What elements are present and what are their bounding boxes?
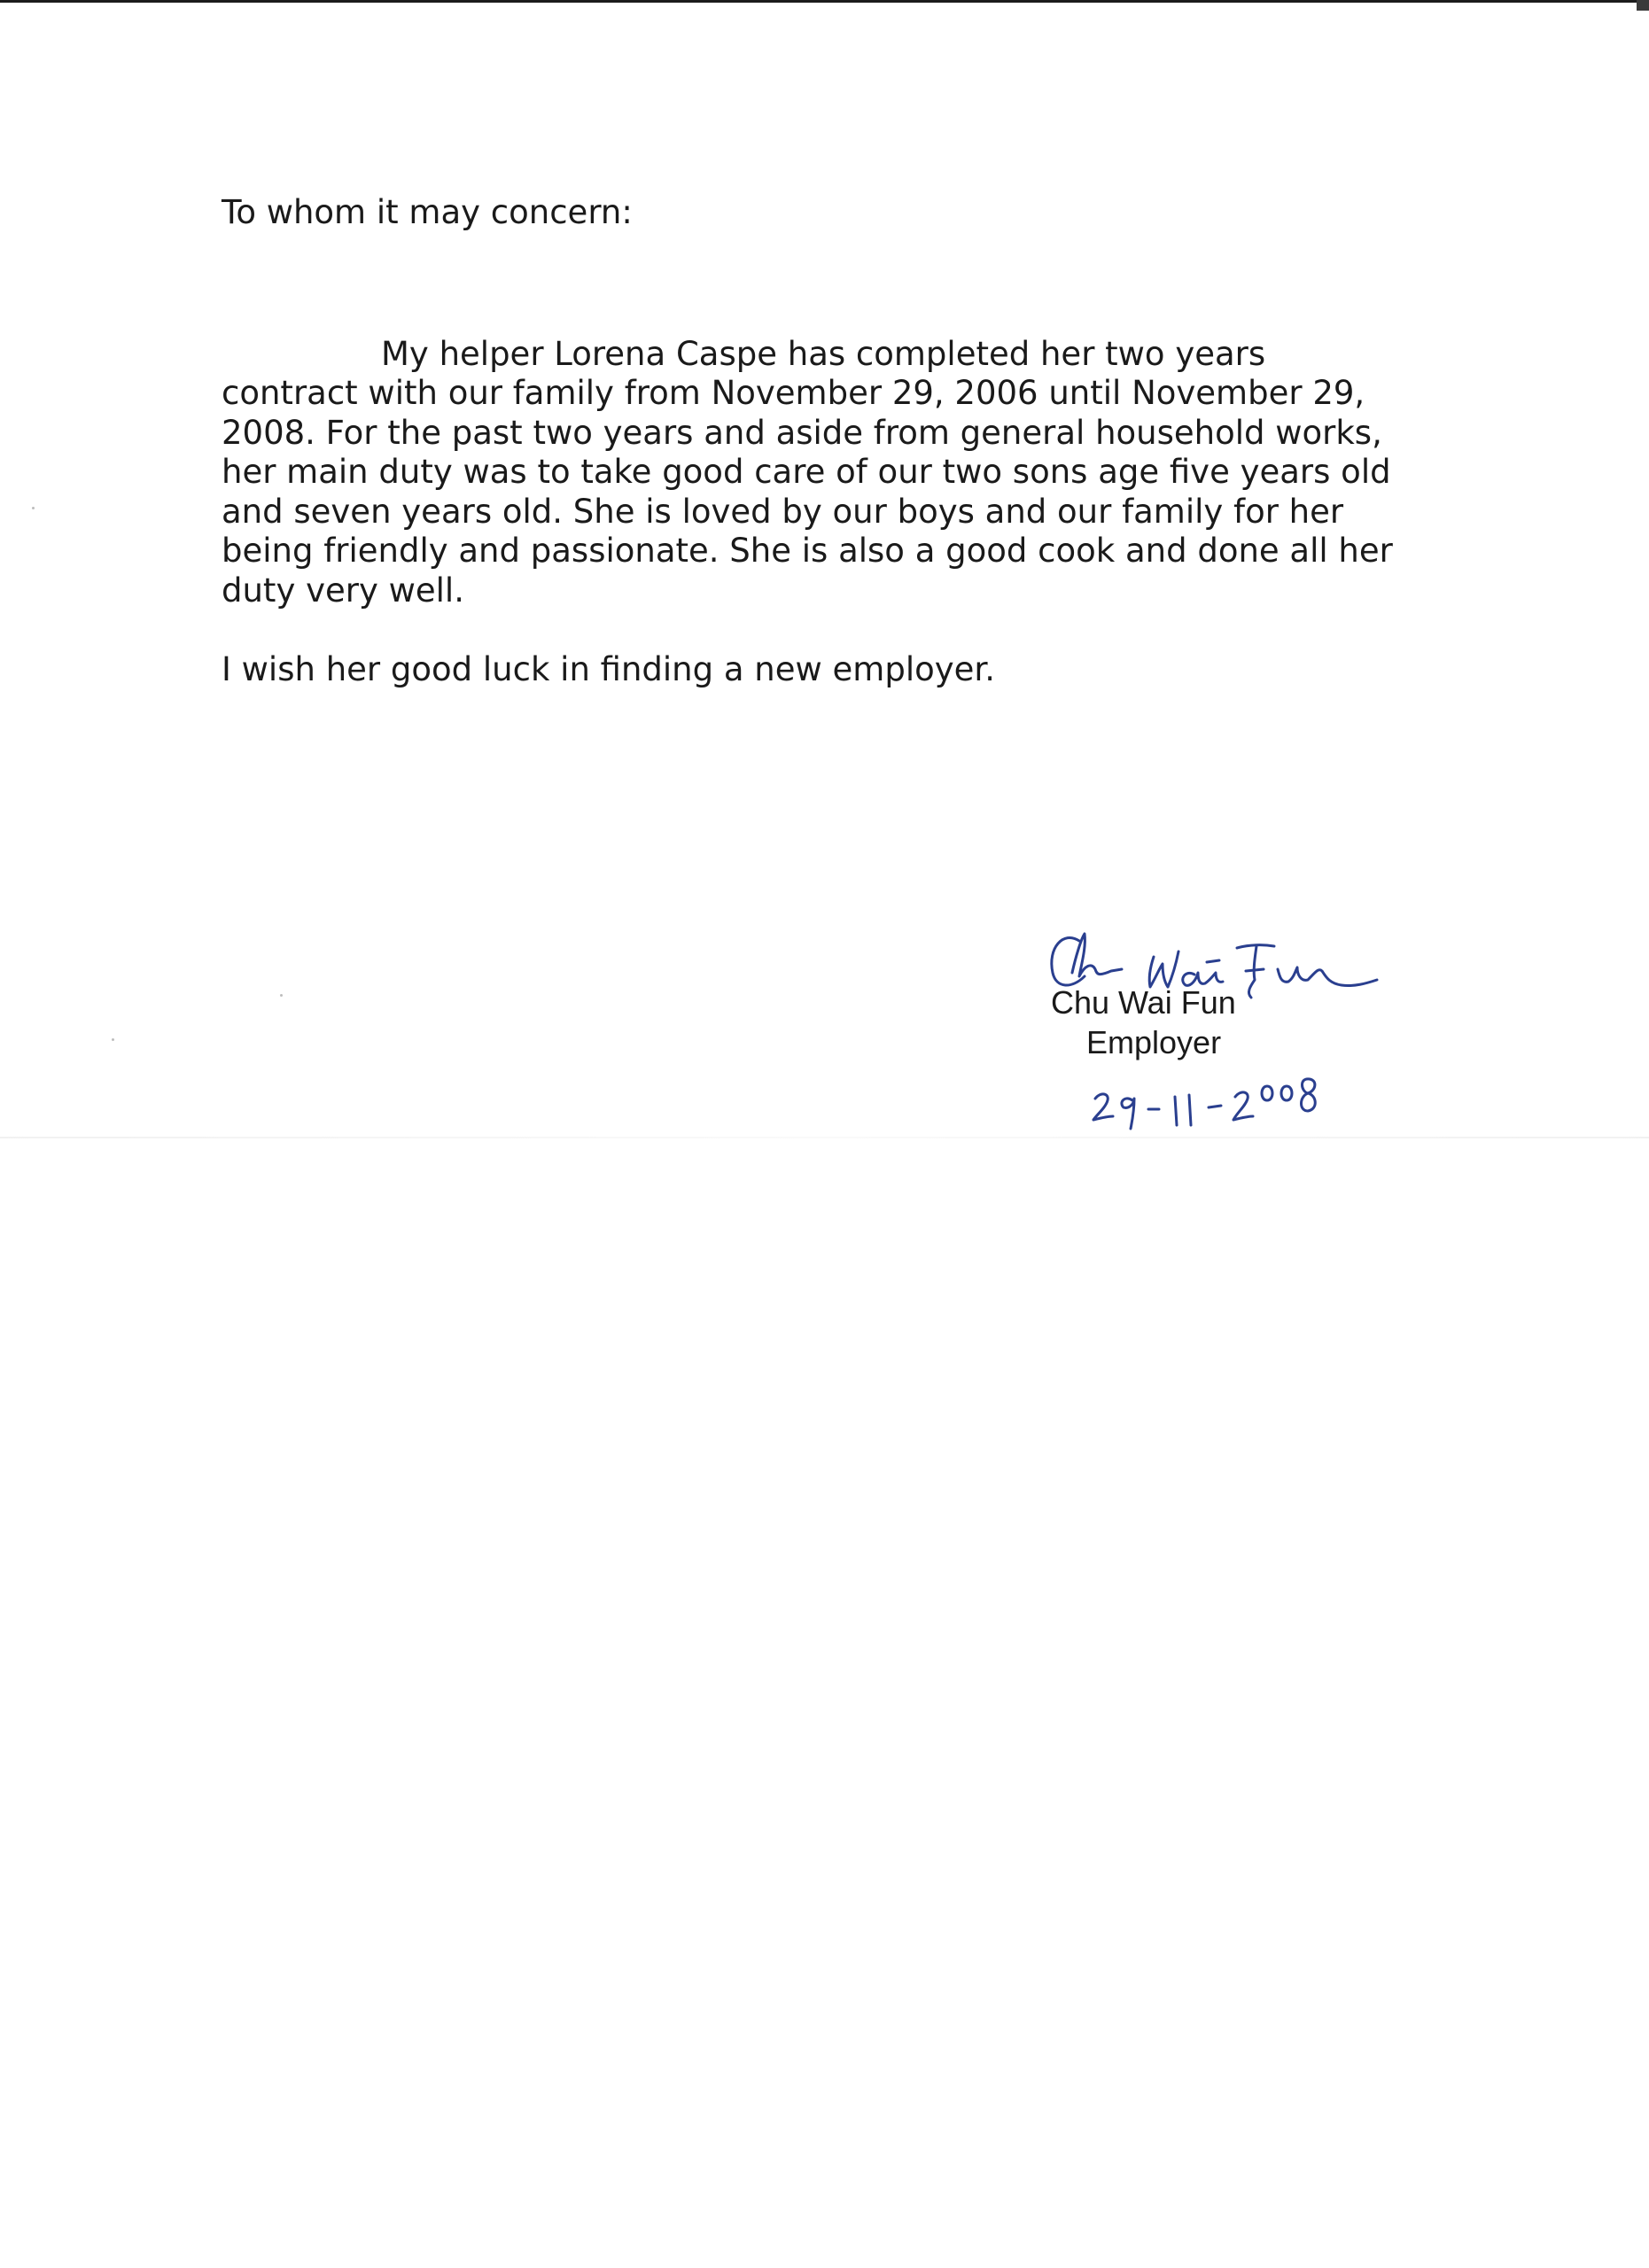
closing-line: I wish her good luck in finding a new employer. bbox=[222, 650, 995, 688]
letter-paragraph: My helper Lorena Caspe has completed her two years contract with our family from November 29, 2006 until November 29, 2008. For the past two years and aside from general household works, her main duty was to take good care of our two sons age five years old and seven years old. She is loved by our boys and our family for her being friendly and passionate. She is also a good cook and done all her duty very well. bbox=[222, 334, 1393, 610]
signer-title: Employer bbox=[1086, 1024, 1222, 1060]
letter-body bbox=[222, 193, 1400, 690]
scan-corner-mark bbox=[1637, 0, 1649, 11]
handwritten-date bbox=[1090, 1068, 1347, 1130]
paper-fold-line bbox=[0, 1137, 1649, 1138]
salutation: To whom it may concern: bbox=[222, 193, 633, 231]
signature-block bbox=[1019, 921, 1409, 1125]
signer-name: Chu Wai Fun bbox=[1051, 984, 1236, 1021]
scan-speck bbox=[112, 1038, 114, 1041]
scan-speck bbox=[32, 507, 35, 509]
scan-speck bbox=[280, 994, 283, 997]
scan-top-edge bbox=[0, 0, 1649, 3]
